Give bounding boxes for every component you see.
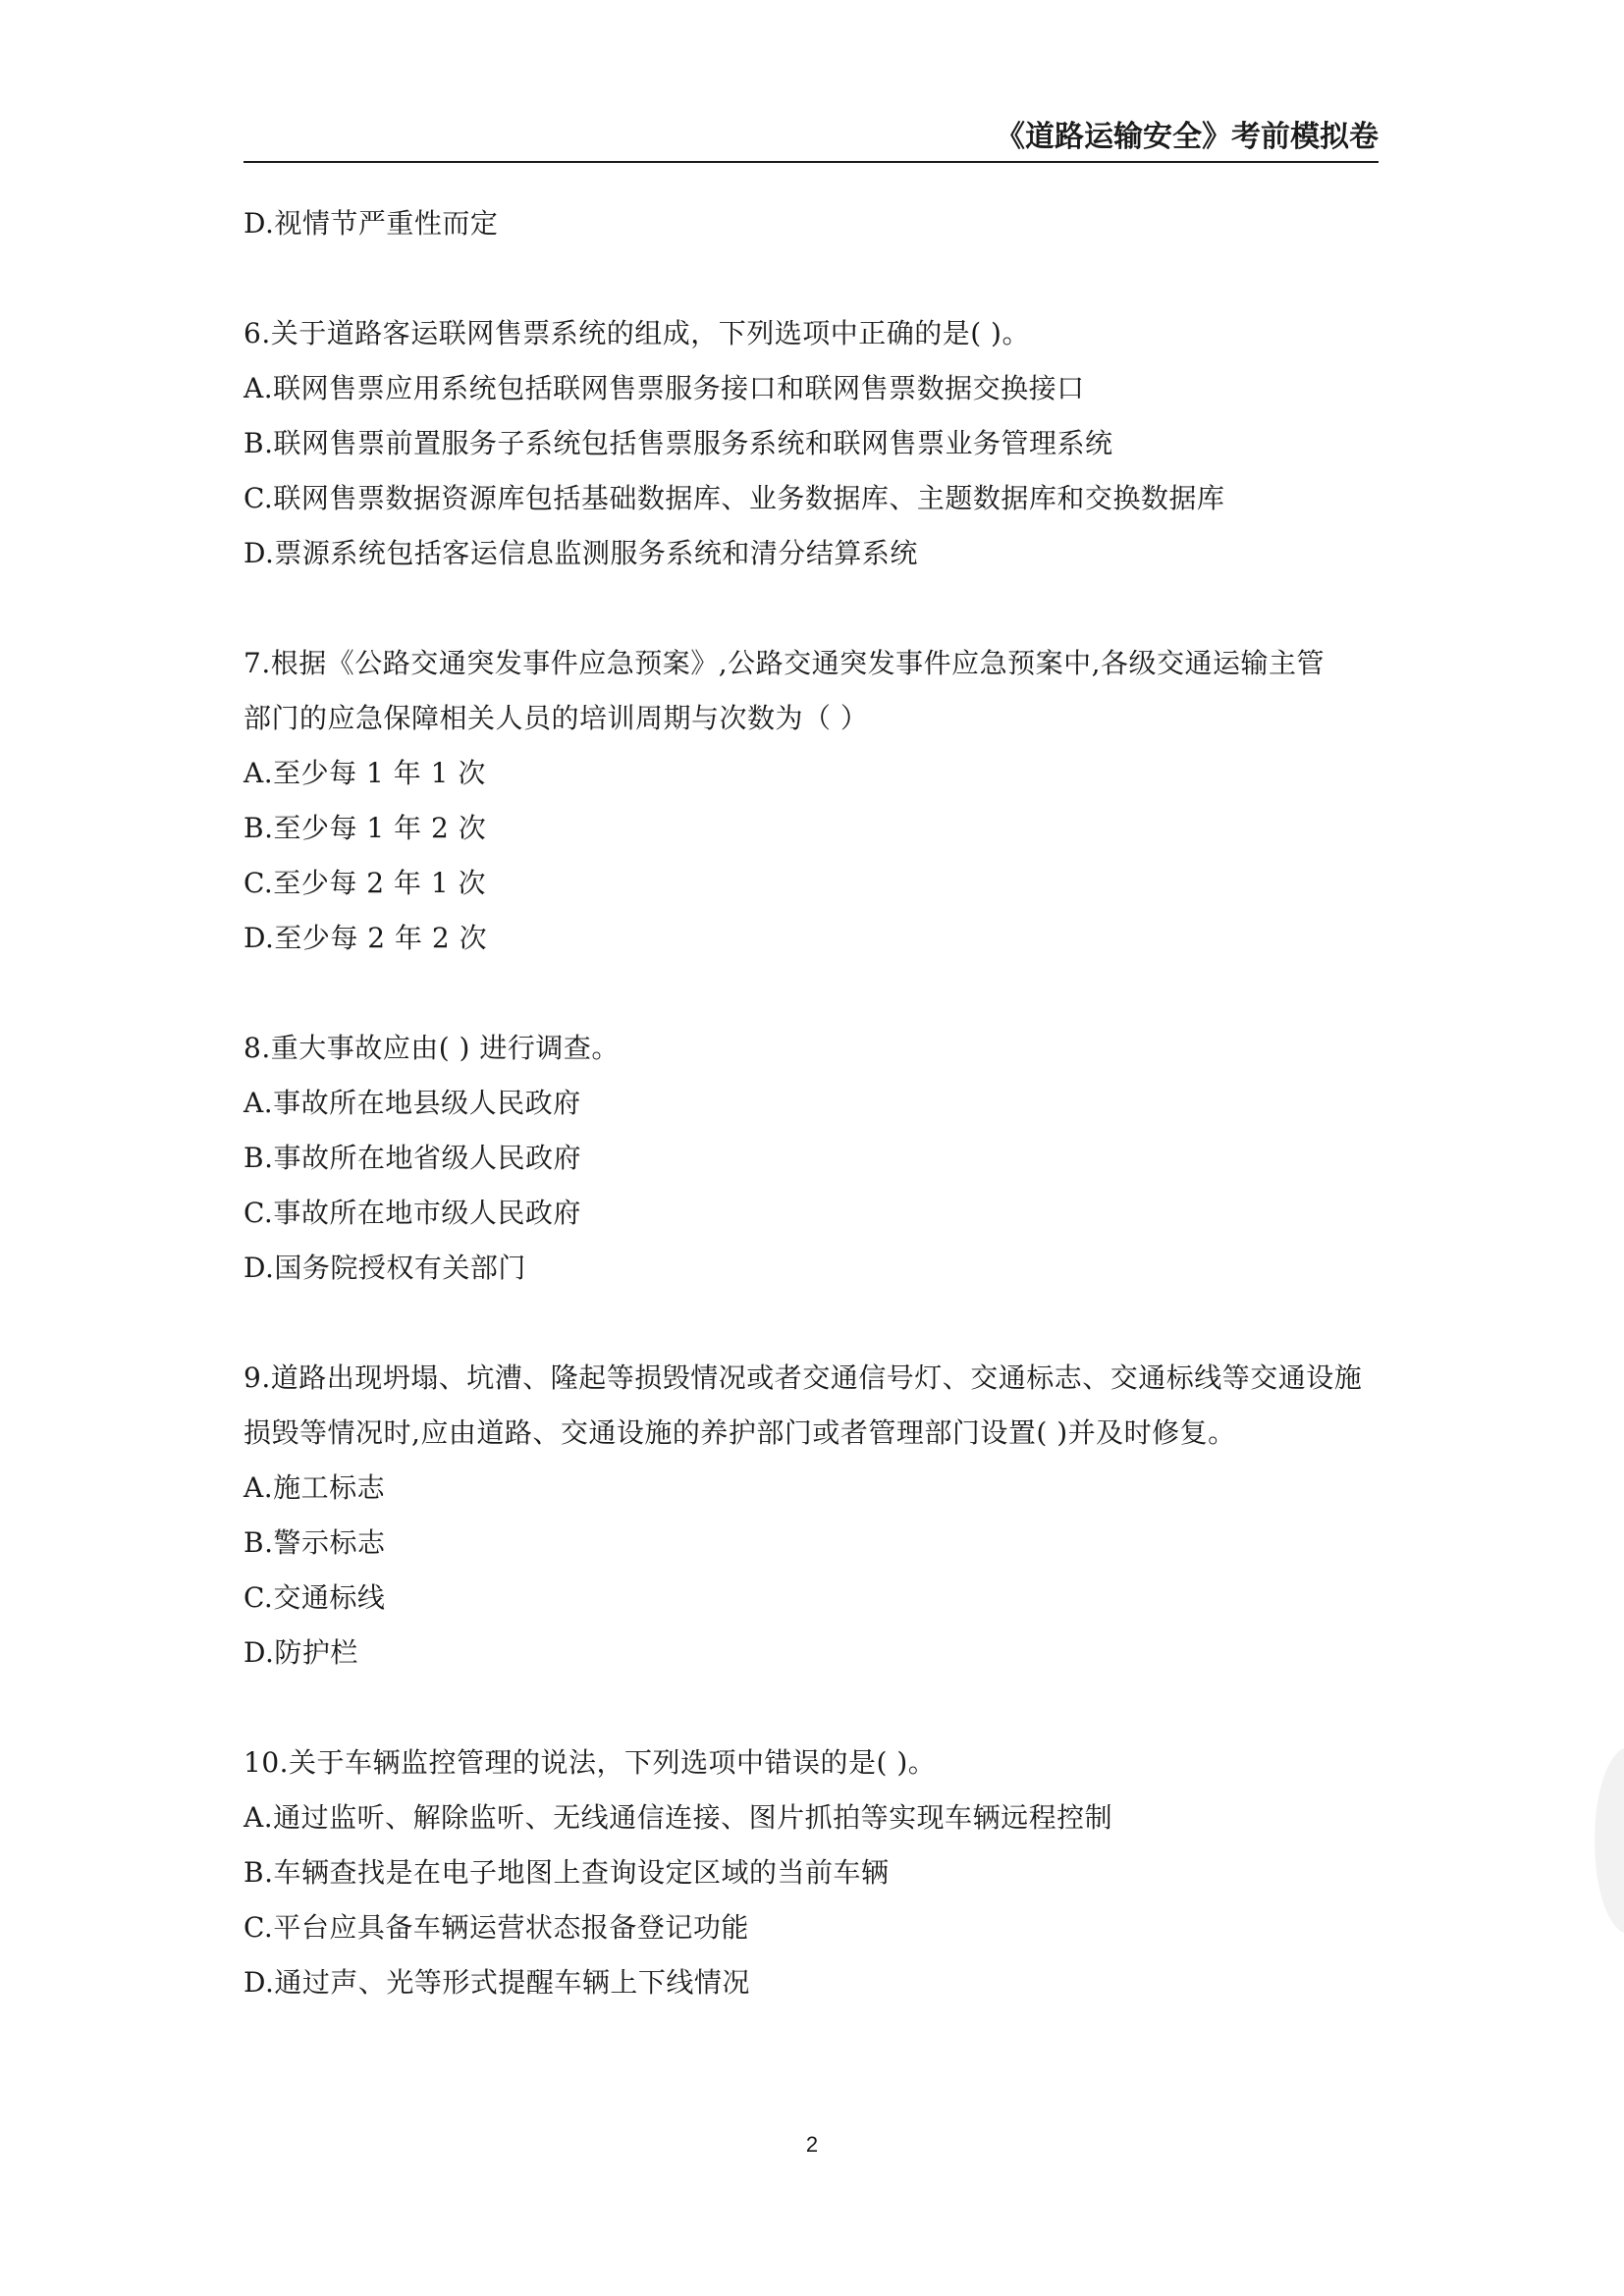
option-a: A.联网售票应用系统包括联网售票服务接口和联网售票数据交换接口 (244, 372, 1085, 404)
question-10 (244, 1735, 1382, 2010)
option-b: B.至少每 1 年 2 次 (244, 812, 487, 844)
question-stem: 10.关于车辆监控管理的说法，下列选项中错误的是( )。 (244, 1746, 937, 1779)
question-stem-continued: 损毁等情况时,应由道路、交通设施的养护部门或者管理部门设置( )并及时修复。 (244, 1416, 1236, 1449)
option-c: C.事故所在地市级人民政府 (244, 1197, 581, 1229)
option-d: D.至少每 2 年 2 次 (244, 922, 488, 954)
question-stem: 9.道路出现坍塌、坑漕、隆起等损毁情况或者交通信号灯、交通标志、交通标线等交通设施 (244, 1362, 1363, 1394)
option-c: C.交通标线 (244, 1581, 386, 1614)
question-8 (244, 1021, 1382, 1296)
header-title: 《道路运输安全》考前模拟卷 (996, 120, 1379, 154)
option-a: A.通过监听、解除监听、无线通信连接、图片抓拍等实现车辆远程控制 (244, 1801, 1113, 1834)
option-d: D.视情节严重性而定 (244, 207, 499, 240)
question-stem: 7.根据《公路交通突发事件应急预案》,公路交通突发事件应急预案中,各级交通运输主管 (244, 647, 1326, 679)
option-c: C.联网售票数据资源库包括基础数据库、业务数据库、主题数据库和交换数据库 (244, 482, 1225, 514)
option-d: D.通过声、光等形式提醒车辆上下线情况 (244, 1966, 750, 1999)
option-b: B.事故所在地省级人民政府 (244, 1142, 581, 1174)
question-stem: 6.关于道路客运联网售票系统的组成，下列选项中正确的是( )。 (244, 317, 1030, 349)
option-c: C.至少每 2 年 1 次 (244, 867, 487, 899)
option-b: B.车辆查找是在电子地图上查询设定区域的当前车辆 (244, 1856, 890, 1889)
page-header (244, 110, 1379, 163)
option-b: B.警示标志 (244, 1526, 386, 1559)
page-number: 2 (805, 2132, 819, 2157)
question-7 (244, 636, 1382, 966)
option-a: A.施工标志 (244, 1471, 386, 1504)
page-edge-shadow (1595, 1747, 1624, 1934)
option-d: D.票源系统包括客运信息监测服务系统和清分结算系统 (244, 537, 918, 569)
option-c: C.平台应具备车辆运营状态报备登记功能 (244, 1911, 749, 1944)
option-a: A.至少每 1 年 1 次 (244, 757, 486, 789)
question-stem-continued: 部门的应急保障相关人员的培训周期与次数为（ ） (244, 702, 869, 734)
option-d: D.防护栏 (244, 1636, 358, 1669)
option-b: B.联网售票前置服务子系统包括售票服务系统和联网售票业务管理系统 (244, 427, 1113, 459)
question-9 (244, 1351, 1382, 1681)
option-a: A.事故所在地县级人民政府 (244, 1087, 581, 1119)
question-6 (244, 306, 1382, 581)
document-body (244, 196, 1382, 2010)
option-d: D.国务院授权有关部门 (244, 1252, 526, 1284)
question-stem: 8.重大事故应由( ) 进行调查。 (244, 1032, 620, 1064)
previous-question-tail (244, 196, 1382, 251)
